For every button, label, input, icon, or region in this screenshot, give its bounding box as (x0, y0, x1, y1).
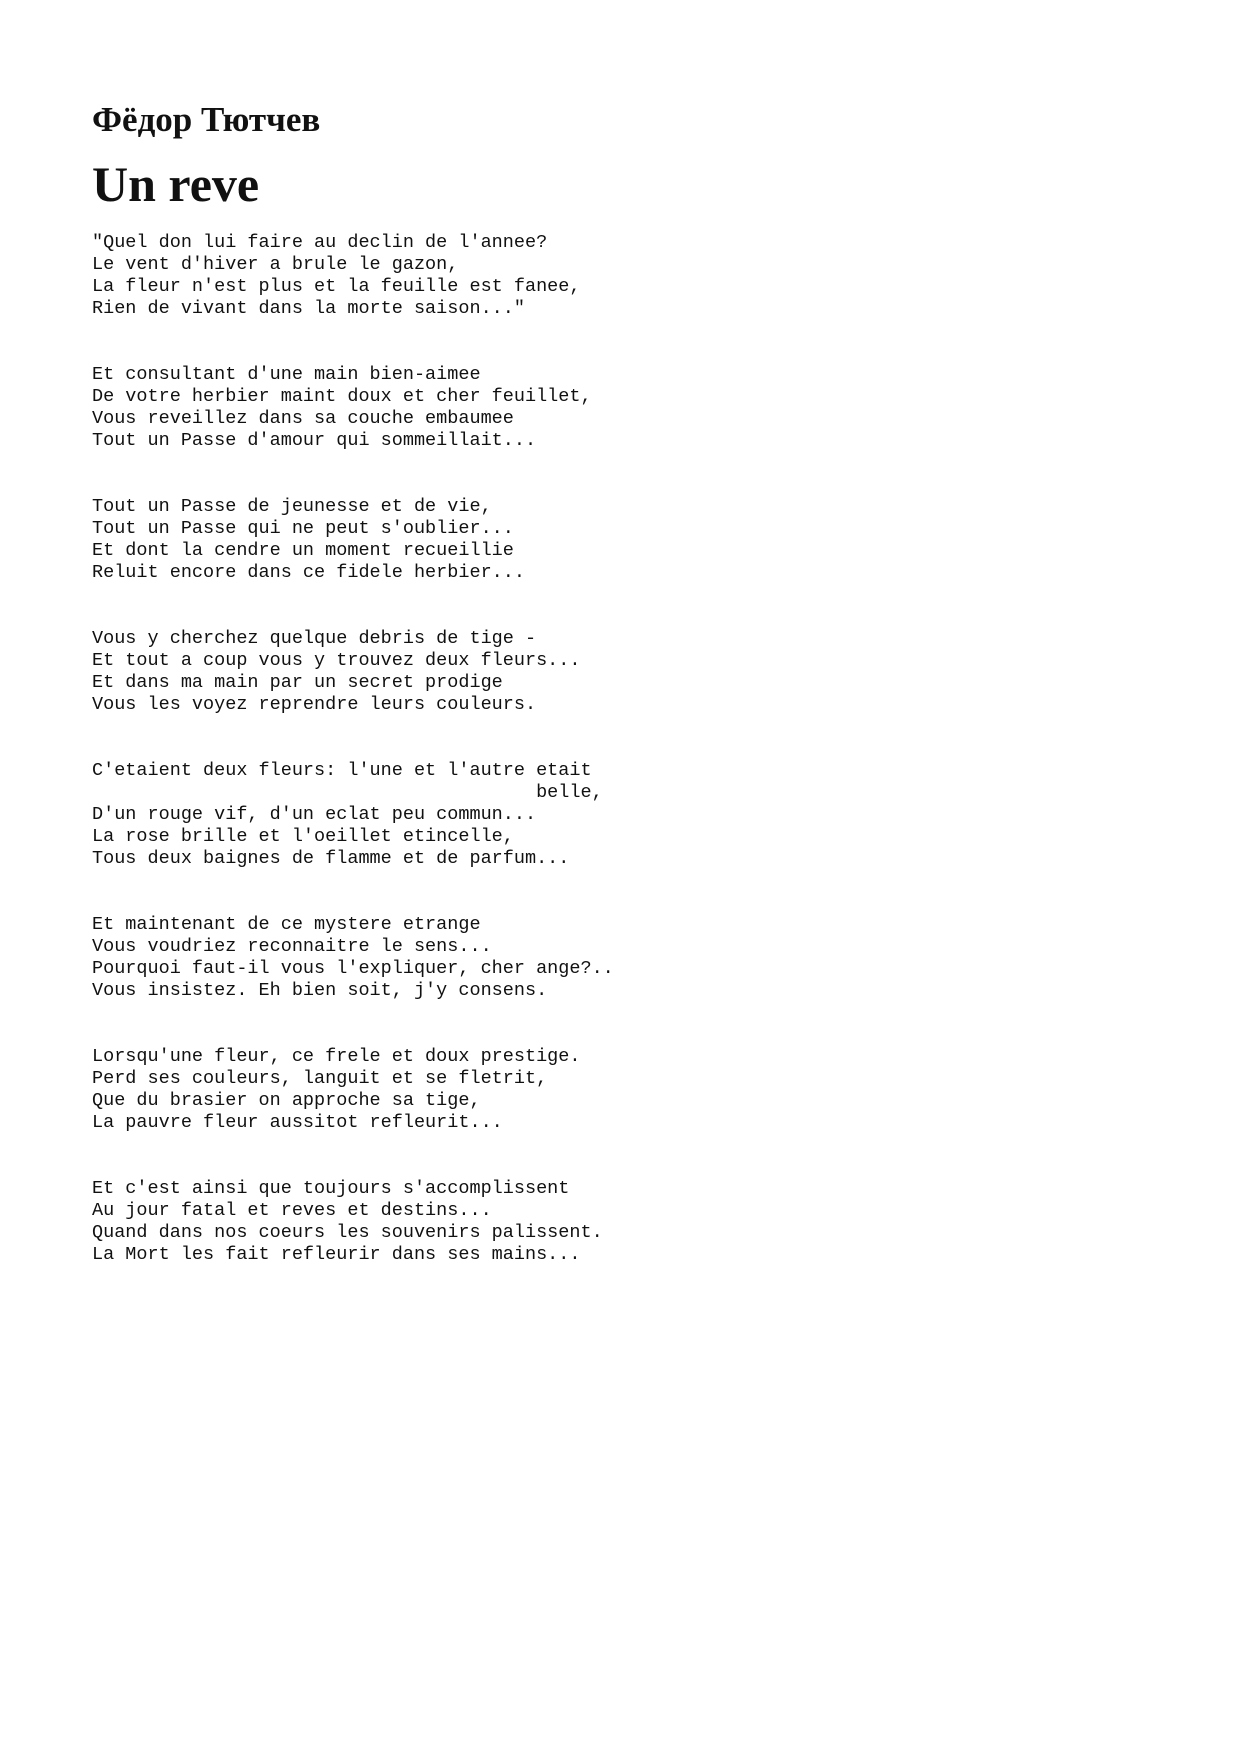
poem-line: Tout un Passe qui ne peut s'oublier... (92, 518, 514, 539)
poem-title: Un reve (92, 156, 260, 212)
poem-line: La fleur n'est plus et la feuille est fanee, (92, 276, 581, 297)
stanza (92, 232, 614, 320)
stanza (92, 1046, 614, 1134)
poem-line: Lorsqu'une fleur, ce frele et doux prestige. (92, 1046, 581, 1067)
stanza (92, 628, 614, 716)
poem-line: C'etaient deux fleurs: l'une et l'autre etait (92, 760, 592, 781)
poem-line: Et dans ma main par un secret prodige (92, 672, 503, 693)
poem-line: Et maintenant de ce mystere etrange (92, 914, 481, 935)
poem-line: Vous y cherchez quelque debris de tige - (92, 628, 537, 649)
poem-body (92, 232, 614, 1310)
poem-line: Vous reveillez dans sa couche embaumee (92, 408, 514, 429)
document-page (92, 96, 1152, 1265)
poem-line: La rose brille et l'oeillet etincelle, (92, 826, 514, 847)
poem-line: La Mort les fait refleurir dans ses mains... (92, 1244, 581, 1265)
poem-line: Reluit encore dans ce fidele herbier... (92, 562, 525, 583)
poem-line: La pauvre fleur aussitot refleurit... (92, 1112, 503, 1133)
poem-line: Tout un Passe d'amour qui sommeillait... (92, 430, 537, 451)
poem-line: Tout un Passe de jeunesse et de vie, (92, 496, 492, 517)
poem-line: Vous voudriez reconnaitre le sens... (92, 936, 492, 957)
poem-line: Et consultant d'une main bien-aimee (92, 364, 481, 385)
poem-line: Et dont la cendre un moment recueillie (92, 540, 514, 561)
poem-line: Et tout a coup vous y trouvez deux fleurs... (92, 650, 581, 671)
poem-line: Quand dans nos coeurs les souvenirs palissent. (92, 1222, 603, 1243)
poem-line: Pourquoi faut-il vous l'expliquer, cher ange?.. (92, 958, 614, 979)
author-name: Фёдор Тютчев (92, 100, 321, 139)
poem-line: Au jour fatal et reves et destins... (92, 1200, 492, 1221)
stanza (92, 364, 614, 452)
stanza (92, 760, 614, 870)
poem-line: belle, (92, 782, 603, 803)
stanza (92, 496, 614, 584)
poem-line: Que du brasier on approche sa tige, (92, 1090, 481, 1111)
stanza (92, 914, 614, 1002)
poem-line: De votre herbier maint doux et cher feuillet, (92, 386, 592, 407)
poem-line: "Quel don lui faire au declin de l'annee? (92, 232, 548, 253)
poem-line: Tous deux baignes de flamme et de parfum... (92, 848, 570, 869)
poem-line: Et c'est ainsi que toujours s'accomplissent (92, 1178, 570, 1199)
poem-line: D'un rouge vif, d'un eclat peu commun... (92, 804, 537, 825)
poem-line: Vous insistez. Eh bien soit, j'y consens. (92, 980, 548, 1001)
poem-line: Perd ses couleurs, languit et se fletrit, (92, 1068, 548, 1089)
poem-line: Rien de vivant dans la morte saison..." (92, 298, 525, 319)
poem-line: Le vent d'hiver a brule le gazon, (92, 254, 459, 275)
poem-line: Vous les voyez reprendre leurs couleurs. (92, 694, 537, 715)
stanza (92, 1178, 614, 1266)
